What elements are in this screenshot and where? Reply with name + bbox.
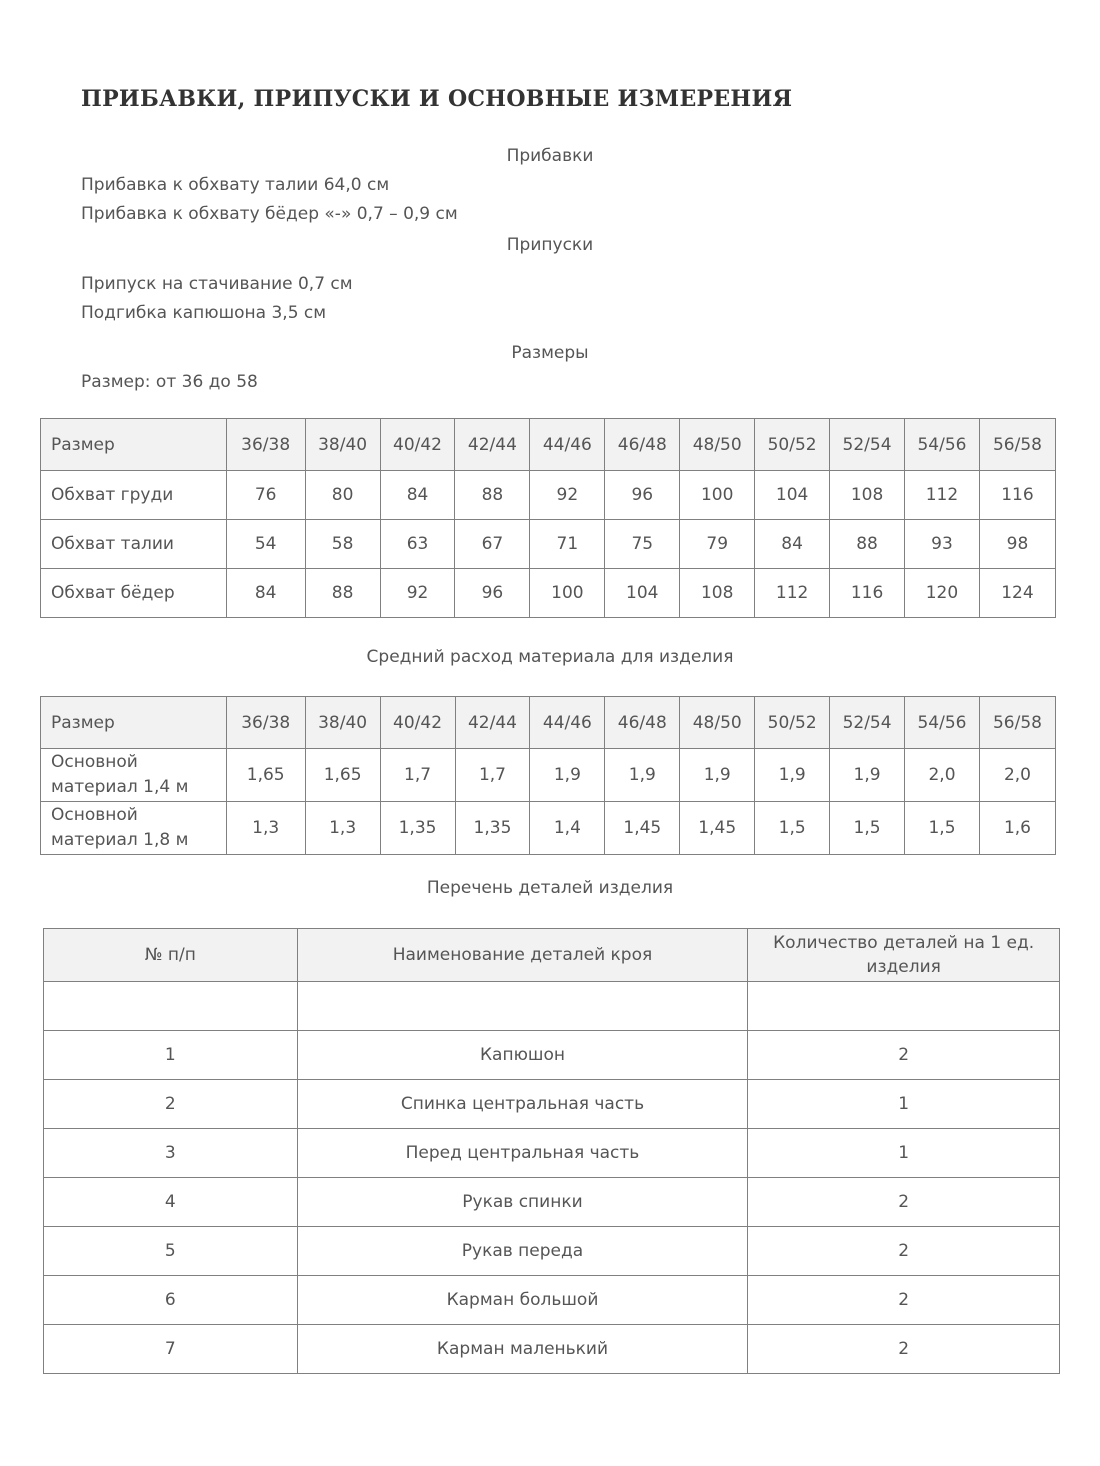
value-cell: 1,4 — [530, 802, 605, 855]
table-row — [41, 749, 1056, 802]
value-cell: 76 — [226, 471, 305, 520]
table-header-row — [44, 929, 1060, 982]
value-cell: 98 — [979, 520, 1055, 569]
value-cell: 124 — [979, 569, 1055, 618]
pripuski-heading: Припуски — [506, 235, 594, 255]
size-cell: 52/54 — [830, 697, 905, 749]
detail-name: Спинка центральная часть — [297, 1080, 748, 1129]
value-cell: 75 — [605, 520, 680, 569]
value-cell: 84 — [380, 471, 455, 520]
size-cell: 42/44 — [455, 419, 530, 471]
table-header-row — [41, 697, 1056, 749]
value-cell: 58 — [305, 520, 380, 569]
col-qty-line-1: Количество деталей на 1 ед. — [773, 933, 1035, 953]
value-cell: 2,0 — [979, 749, 1055, 802]
value-cell: 1,45 — [680, 802, 755, 855]
value-cell: 88 — [830, 520, 905, 569]
size-cell: 46/48 — [605, 419, 680, 471]
empty-cell — [748, 982, 1060, 1031]
row-label: Обхват бёдер — [41, 569, 227, 618]
detail-name: Перед центральная часть — [297, 1129, 748, 1178]
measurements-table — [40, 418, 1056, 618]
pribavka-line-1: Прибавка к обхвату талии 64,0 см — [81, 175, 390, 195]
material-table — [40, 696, 1056, 855]
size-cell: 50/52 — [755, 419, 830, 471]
detail-qty: 2 — [748, 1178, 1060, 1227]
value-cell: 67 — [455, 520, 530, 569]
size-range: Размер: от 36 до 58 — [81, 372, 258, 392]
value-cell: 116 — [979, 471, 1055, 520]
size-cell: 44/46 — [530, 697, 605, 749]
value-cell: 1,9 — [530, 749, 605, 802]
detail-name: Карман маленький — [297, 1325, 748, 1374]
detail-name: Капюшон — [297, 1031, 748, 1080]
table-row — [41, 471, 1056, 520]
razmery-heading: Размеры — [511, 343, 589, 363]
detail-qty: 2 — [748, 1276, 1060, 1325]
size-cell: 36/38 — [226, 697, 305, 749]
detail-qty: 1 — [748, 1080, 1060, 1129]
pribavki-heading: Прибавки — [506, 146, 594, 166]
value-cell: 1,65 — [226, 749, 305, 802]
col-name-header: Наименование деталей кроя — [297, 929, 748, 982]
value-cell: 112 — [905, 471, 980, 520]
value-cell: 1,65 — [305, 749, 380, 802]
value-cell: 112 — [755, 569, 830, 618]
value-cell: 1,9 — [680, 749, 755, 802]
detail-num: 2 — [44, 1080, 298, 1129]
value-cell: 1,3 — [305, 802, 380, 855]
value-cell: 1,9 — [755, 749, 830, 802]
detail-qty: 2 — [748, 1227, 1060, 1276]
value-cell: 92 — [530, 471, 605, 520]
value-cell: 104 — [605, 569, 680, 618]
row-label-line-1: Основной — [51, 752, 138, 772]
value-cell: 1,7 — [380, 749, 455, 802]
size-cell: 52/54 — [830, 419, 905, 471]
table-row — [41, 569, 1056, 618]
table-row — [44, 1129, 1060, 1178]
row-label — [41, 802, 227, 855]
value-cell: 79 — [680, 520, 755, 569]
detail-name: Рукав переда — [297, 1227, 748, 1276]
detail-num: 4 — [44, 1178, 298, 1227]
value-cell: 1,35 — [380, 802, 455, 855]
value-cell: 84 — [755, 520, 830, 569]
value-cell: 71 — [530, 520, 605, 569]
header-label: Размер — [41, 419, 227, 471]
value-cell: 1,5 — [830, 802, 905, 855]
value-cell: 2,0 — [905, 749, 980, 802]
col-num-header: № п/п — [44, 929, 298, 982]
table-row — [44, 1227, 1060, 1276]
value-cell: 96 — [605, 471, 680, 520]
size-cell: 54/56 — [905, 419, 980, 471]
value-cell: 1,45 — [605, 802, 680, 855]
detail-name: Рукав спинки — [297, 1178, 748, 1227]
value-cell: 1,7 — [455, 749, 530, 802]
row-label — [41, 749, 227, 802]
value-cell: 1,5 — [755, 802, 830, 855]
table-row — [41, 520, 1056, 569]
detail-qty: 1 — [748, 1129, 1060, 1178]
empty-row — [44, 982, 1060, 1031]
value-cell: 108 — [680, 569, 755, 618]
size-cell: 48/50 — [680, 419, 755, 471]
row-label: Обхват талии — [41, 520, 227, 569]
table-row — [44, 1178, 1060, 1227]
size-cell: 42/44 — [455, 697, 530, 749]
value-cell: 116 — [830, 569, 905, 618]
value-cell: 88 — [455, 471, 530, 520]
size-cell: 38/40 — [305, 697, 380, 749]
page-title: ПРИБАВКИ, ПРИПУСКИ И ОСНОВНЫЕ ИЗМЕРЕНИЯ — [81, 86, 793, 112]
detail-num: 6 — [44, 1276, 298, 1325]
size-cell: 36/38 — [226, 419, 305, 471]
value-cell: 1,5 — [905, 802, 980, 855]
table-row — [44, 1276, 1060, 1325]
value-cell: 96 — [455, 569, 530, 618]
detail-name: Карман большой — [297, 1276, 748, 1325]
row-label-line-2: материал 1,8 м — [51, 830, 189, 850]
size-cell: 40/42 — [380, 419, 455, 471]
value-cell: 108 — [830, 471, 905, 520]
row-label-line-1: Основной — [51, 805, 138, 825]
material-heading: Средний расход материала для изделия — [366, 647, 734, 667]
detail-qty: 2 — [748, 1325, 1060, 1374]
value-cell: 63 — [380, 520, 455, 569]
size-cell: 40/42 — [380, 697, 455, 749]
size-cell: 56/58 — [979, 419, 1055, 471]
row-label: Обхват груди — [41, 471, 227, 520]
value-cell: 1,9 — [830, 749, 905, 802]
size-cell: 54/56 — [905, 697, 980, 749]
table-row — [44, 1080, 1060, 1129]
value-cell: 88 — [305, 569, 380, 618]
value-cell: 104 — [755, 471, 830, 520]
details-table — [43, 928, 1060, 1374]
header-label: Размер — [41, 697, 227, 749]
value-cell: 1,9 — [605, 749, 680, 802]
empty-cell — [44, 982, 298, 1031]
detail-qty: 2 — [748, 1031, 1060, 1080]
value-cell: 100 — [680, 471, 755, 520]
value-cell: 1,3 — [226, 802, 305, 855]
detail-num: 7 — [44, 1325, 298, 1374]
table-row — [44, 1325, 1060, 1374]
value-cell: 84 — [226, 569, 305, 618]
size-cell: 44/46 — [530, 419, 605, 471]
pripusk-line-2: Подгибка капюшона 3,5 см — [81, 303, 327, 323]
size-cell: 46/48 — [605, 697, 680, 749]
col-qty-line-2: изделия — [866, 957, 941, 977]
table-row — [41, 802, 1056, 855]
detail-num: 5 — [44, 1227, 298, 1276]
detail-num: 1 — [44, 1031, 298, 1080]
pribavka-line-2: Прибавка к обхвату бёдер «-» 0,7 – 0,9 см — [81, 204, 458, 224]
table-row — [44, 1031, 1060, 1080]
size-cell: 38/40 — [305, 419, 380, 471]
value-cell: 100 — [530, 569, 605, 618]
size-cell: 48/50 — [680, 697, 755, 749]
value-cell: 80 — [305, 471, 380, 520]
row-label-line-2: материал 1,4 м — [51, 777, 189, 797]
size-cell: 50/52 — [755, 697, 830, 749]
col-qty-header — [748, 929, 1060, 982]
value-cell: 54 — [226, 520, 305, 569]
value-cell: 1,35 — [455, 802, 530, 855]
table-header-row — [41, 419, 1056, 471]
detail-num: 3 — [44, 1129, 298, 1178]
value-cell: 120 — [905, 569, 980, 618]
value-cell: 1,6 — [979, 802, 1055, 855]
value-cell: 92 — [380, 569, 455, 618]
size-cell: 56/58 — [979, 697, 1055, 749]
details-heading: Перечень деталей изделия — [426, 878, 674, 898]
pripusk-line-1: Припуск на стачивание 0,7 см — [81, 274, 353, 294]
value-cell: 93 — [905, 520, 980, 569]
empty-cell — [297, 982, 748, 1031]
